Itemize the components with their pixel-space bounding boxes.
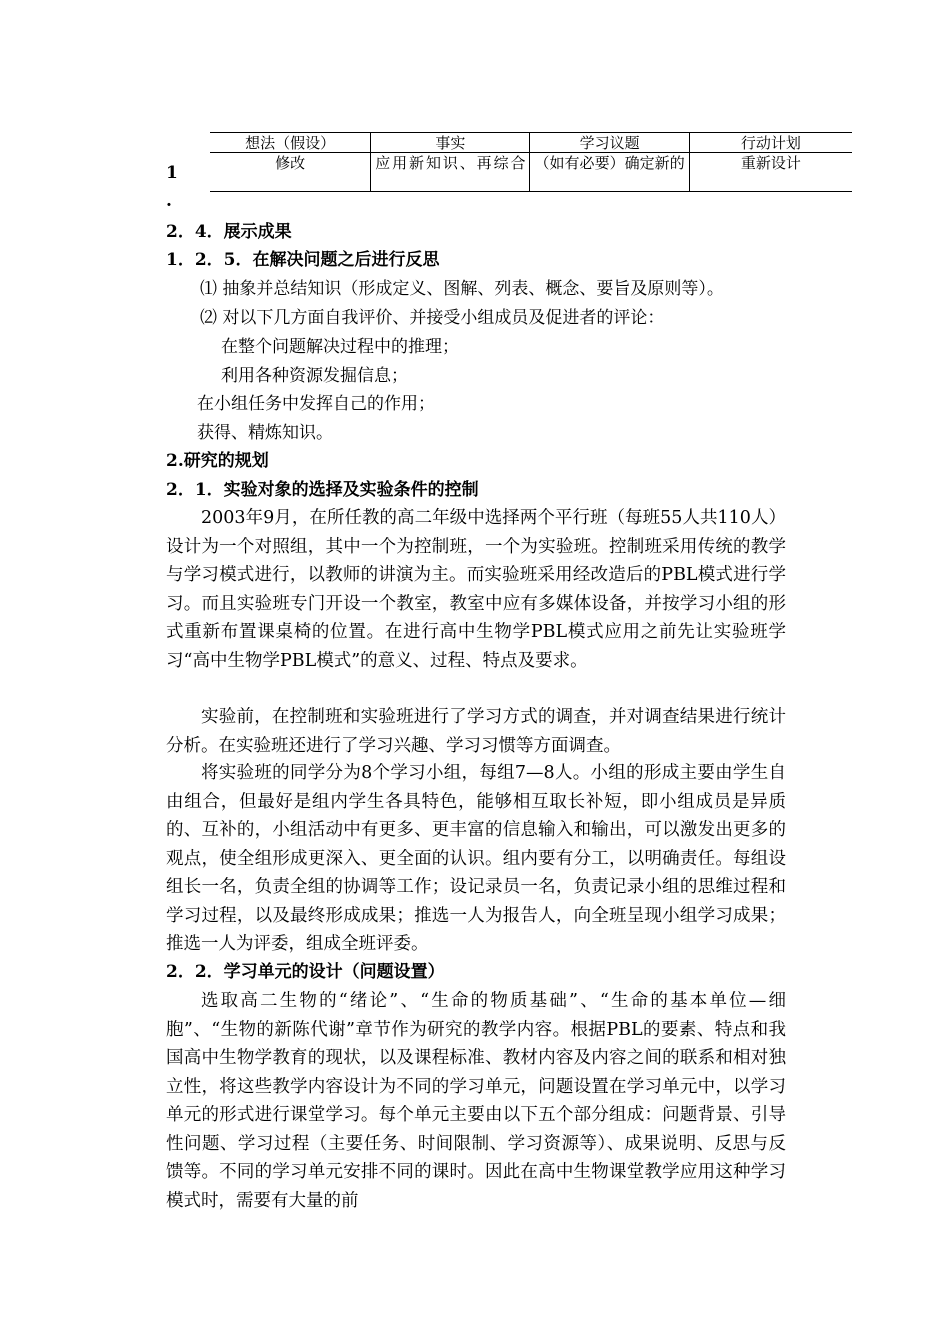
list-number: 1 bbox=[166, 163, 178, 183]
table-cell: 修改 bbox=[210, 153, 371, 192]
heading-2-4: 2．4．展示成果 bbox=[166, 222, 292, 242]
reflection-item-1: ⑴ 抽象并总结知识（形成定义、图解、列表、概念、要旨及原则等）。 bbox=[200, 279, 724, 299]
paragraph-4: 选取高二生物的“绪论”、“生命的物质基础”、“生命的基本单位—细胞”、“生物的新陈代谢”章节作为研究的教学内容。根据PBL的要素、特点和我国高中生物学教育的现状，以及课程标准、教材内容及内容之间的联系和相对独立性，将这些教学内容设计为不同的学习单元，问题设置在学习单元中，以学习单元的形式进行课堂学习。每个单元主要由以下五个部分组成：问题背景、引导性问题、学习过程（主要任务、时间限制、学习资源等）、成果说明、反思与反馈等。不同的学习单元安排不同的课时。因此在高中生物课堂教学应用这种学习模式时，需要有大量的前 bbox=[166, 991, 786, 1211]
reflection-sub-3: 在小组任务中发挥自己的作用； bbox=[197, 394, 435, 414]
paragraph-2: 实验前，在控制班和实验班进行了学习方式的调查，并对调查结果进行统计分析。在实验班还进行了学习兴趣、学习习惯等方面调查。 bbox=[166, 707, 786, 756]
pbl-table bbox=[210, 132, 852, 192]
heading-2-1: 2．1．实验对象的选择及实验条件的控制 bbox=[166, 480, 479, 500]
reflection-sub-2: 利用各种资源发掘信息； bbox=[221, 366, 408, 386]
table-header-cell: 行动计划 bbox=[689, 133, 852, 153]
table-header-cell: 学习议题 bbox=[530, 133, 689, 153]
reflection-sub-4: 获得、精炼知识。 bbox=[197, 423, 333, 443]
table-cell: （如有必要）确定新的 bbox=[530, 153, 689, 192]
table-header-row bbox=[210, 133, 852, 153]
paragraph-1: 2003年9月，在所任教的高二年级中选择两个平行班（每班55人共110人）设计为一个对照组，其中一个为控制班，一个为实验班。控制班采用传统的教学与学习模式进行，以教师的讲演为主。而实验班采用经改造后的PBL模式进行学习。而且实验班专门开设一个教室，教室中应有多媒体设备，并按学习小组的形式重新布置课桌椅的位置。在进行高中生物学PBL模式应用之前先让实验班学习“高中生物学PBL模式”的意义、过程、特点及要求。 bbox=[166, 508, 786, 671]
heading-2: 2.研究的规划 bbox=[166, 451, 269, 471]
reflection-item-2: ⑵ 对以下几方面自我评价、并接受小组成员及促进者的评论： bbox=[200, 308, 665, 328]
heading-2-2: 2．2．学习单元的设计（问题设置） bbox=[166, 962, 445, 982]
reflection-sub-1: 在整个问题解决过程中的推理； bbox=[221, 337, 459, 357]
list-dot: . bbox=[166, 191, 172, 211]
table-cell: 应用新知识、再综合 bbox=[371, 153, 530, 192]
heading-1-2-5: 1．2．5．在解决问题之后进行反思 bbox=[166, 250, 440, 270]
table-row bbox=[210, 153, 852, 192]
table-header-cell: 想法（假设） bbox=[210, 133, 371, 153]
table-cell: 重新设计 bbox=[689, 153, 852, 192]
paragraph-3: 将实验班的同学分为8个学习小组，每组7—8人。小组的形成主要由学生自由组合，但最好是组内学生各具特色，能够相互取长补短，即小组成员是异质的、互补的，小组活动中有更多、更丰富的信息输入和输出，可以激发出更多的观点，使全组形成更深入、更全面的认识。组内要有分工，以明确责任。每组设组长一名，负责全组的协调等工作；设记录员一名，负责记录小组的思维过程和学习过程，以及最终形成成果；推选一人为报告人，向全班呈现小组学习成果；推选一人为评委，组成全班评委。 bbox=[166, 763, 786, 954]
table-header-cell: 事实 bbox=[371, 133, 530, 153]
